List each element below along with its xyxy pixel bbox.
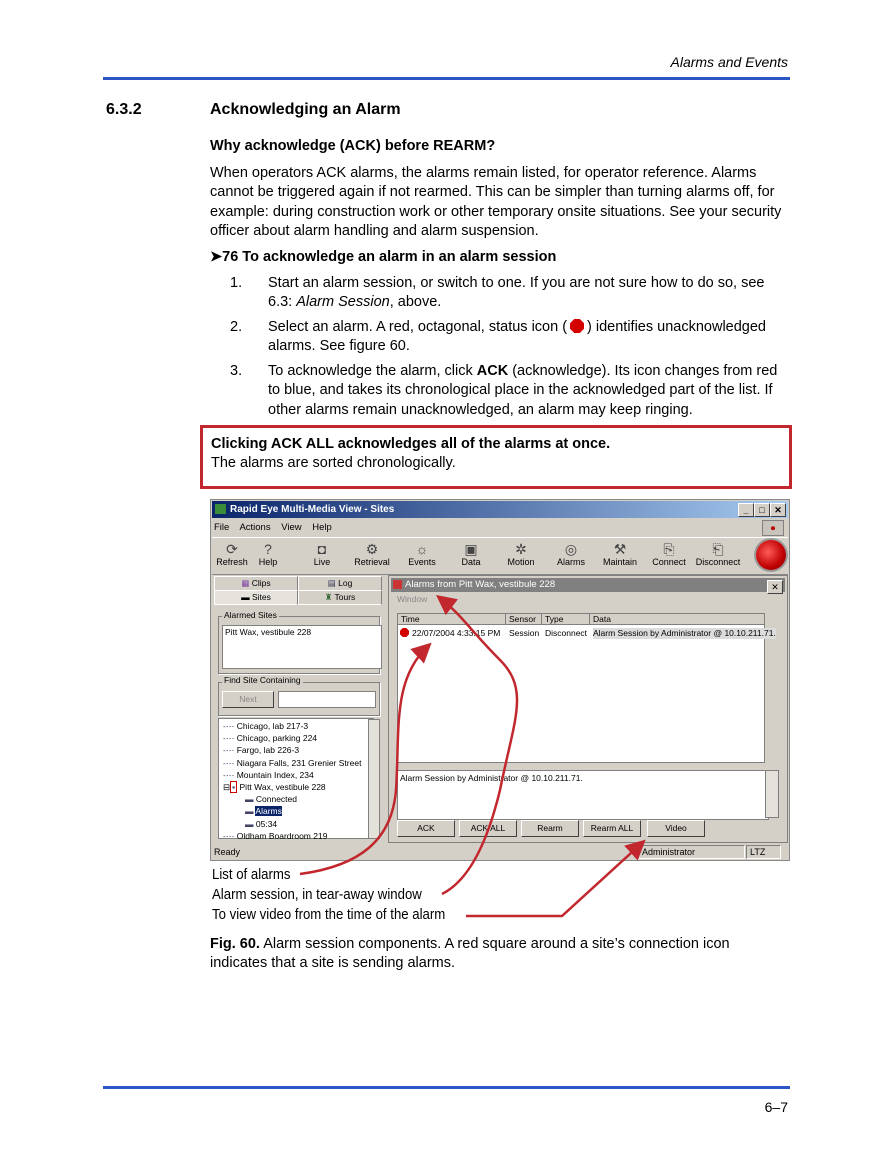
- site-node-icon: -⋯: [223, 757, 237, 768]
- red-octagon-status-icon: [570, 319, 584, 333]
- alarms-icon: ◎: [564, 541, 578, 557]
- refresh-icon: ⟳: [226, 541, 238, 557]
- status-timezone: LTZ: [746, 845, 781, 859]
- tree-item[interactable]: -⋯ Chicago, parking 224: [223, 733, 318, 744]
- tab-clips[interactable]: ▦ Clips: [214, 576, 298, 591]
- section-title: Acknowledging an Alarm: [210, 101, 401, 118]
- alarm-window-menu[interactable]: Window: [397, 594, 428, 604]
- maintain-icon: ⚒: [613, 541, 627, 557]
- alarm-window-title: Alarms from Pitt Wax, vestibule 228: [405, 579, 556, 590]
- help-button[interactable]: ? Help: [244, 541, 292, 567]
- find-site-input[interactable]: [278, 691, 376, 708]
- site-node-icon: -⋯: [223, 745, 237, 756]
- column-sensor[interactable]: Sensor: [506, 614, 542, 625]
- step-1: 1. Start an alarm session, or switch to one. If you are not sure how to do so, see 6.3: Alarm Session, above.: [230, 275, 765, 311]
- window-titlebar: [212, 501, 788, 518]
- header-rule: [103, 77, 790, 80]
- events-icon: ☼: [415, 541, 429, 557]
- connect-button[interactable]: ⎘ Connect: [645, 541, 693, 567]
- alarm-window-close-icon[interactable]: ✕: [767, 580, 783, 594]
- events-button[interactable]: ☼ Events: [398, 541, 446, 567]
- tree-item[interactable]: ▬ Connected: [245, 794, 297, 805]
- alarmed-sites-label: Alarmed Sites: [224, 610, 277, 620]
- step-number: 3.: [230, 363, 243, 379]
- site-node-icon: -⋯: [223, 830, 237, 841]
- alarm-bell-icon[interactable]: [756, 540, 786, 570]
- tree-item[interactable]: -⋯ Chicago, lab 217-3: [223, 721, 309, 731]
- live-camera-icon: ◘: [317, 541, 327, 557]
- alarm-site-icon: ▪: [232, 781, 236, 792]
- tours-icon: ♜: [324, 592, 335, 602]
- app-screenshot: [210, 499, 790, 861]
- ack-button[interactable]: ACK: [397, 820, 455, 837]
- alarm-detail-box[interactable]: [397, 770, 769, 820]
- status-ready: Ready: [214, 847, 241, 857]
- alarm-row[interactable]: 22/07/2004 4:33:15 PM Session Disconnect Alarm Session by Administrator @ 10.10.211.71.: [400, 628, 762, 639]
- camera-alarm-icon[interactable]: ⏺: [762, 520, 784, 536]
- alarms-button[interactable]: ◎ Alarms: [547, 541, 595, 567]
- alarmed-sites-list[interactable]: [222, 625, 382, 669]
- alarm-window-titlebar: [391, 578, 785, 592]
- window-title: Rapid Eye Multi-Media View - Sites: [230, 504, 395, 515]
- note-box: [200, 425, 792, 489]
- alarm-list[interactable]: [397, 613, 776, 763]
- rearm-button[interactable]: Rearm: [521, 820, 579, 837]
- tree-item[interactable]: -⋯ Niagara Falls, 231 Grenier Street: [223, 757, 362, 768]
- site-node-icon: -⋯: [223, 721, 237, 731]
- step-number: 1.: [230, 275, 243, 291]
- tree-item[interactable]: ▬ 05:34: [245, 818, 278, 829]
- figure-caption: [210, 935, 780, 974]
- clips-icon: ▦: [241, 578, 252, 588]
- disconnect-icon: ⎗: [712, 541, 724, 557]
- footer-rule: [103, 1086, 790, 1089]
- live-button[interactable]: ◘ Live: [298, 541, 346, 567]
- refresh-button[interactable]: ⟳ Refresh: [208, 541, 256, 567]
- callout-view-video: To view video from the time of the alarm: [212, 906, 446, 923]
- menu-bar: [214, 520, 340, 535]
- toolbar: [212, 537, 788, 575]
- tree-item[interactable]: -⋯ Oldham Boardroom 219: [223, 830, 328, 841]
- motion-icon: ✲: [515, 541, 527, 557]
- tree-scrollbar[interactable]: [368, 719, 380, 839]
- subheading: Why acknowledge (ACK) before REARM?: [210, 138, 496, 154]
- alarms-node-icon: ▬: [245, 806, 256, 817]
- note-text: The alarms are sorted chronologically.: [211, 455, 456, 471]
- help-icon: ?: [264, 541, 272, 557]
- note-bold: Clicking ACK ALL acknowledges all of the alarms at once.: [211, 436, 611, 452]
- step-number: 2.: [230, 319, 243, 335]
- find-site-label: Find Site Containing: [224, 675, 301, 685]
- maintain-button[interactable]: ⚒ Maintain: [596, 541, 644, 567]
- data-button[interactable]: ▣ Data: [447, 541, 495, 567]
- menu-help[interactable]: Help: [312, 522, 332, 533]
- log-icon: ▤: [327, 578, 339, 588]
- next-button[interactable]: Next: [222, 691, 274, 708]
- connected-icon: ▬: [245, 794, 256, 805]
- tab-sites[interactable]: ▬ Sites: [214, 590, 298, 605]
- retrieval-button[interactable]: ⚙ Retrieval: [348, 541, 396, 567]
- page-number: 6–7: [764, 1099, 788, 1115]
- maximize-icon[interactable]: □: [754, 503, 770, 517]
- site-node-icon: -⋯: [223, 769, 237, 780]
- minimize-icon[interactable]: _: [738, 503, 754, 517]
- tree-item[interactable]: ⊟ ▪ Pitt Wax, vestibule 228: [223, 781, 326, 792]
- clock-node-icon: ▬: [245, 818, 256, 829]
- status-user: Administrator: [638, 845, 745, 859]
- menu-file[interactable]: File: [214, 522, 230, 533]
- close-icon[interactable]: ✕: [770, 503, 786, 517]
- tree-item-alarms[interactable]: ▬ Alarms: [245, 806, 282, 817]
- disconnect-button[interactable]: ⎗ Disconnect: [695, 541, 741, 567]
- collapse-icon[interactable]: ⊟: [223, 781, 231, 792]
- column-type[interactable]: Type: [542, 614, 590, 625]
- ack-all-button[interactable]: ACK ALL: [459, 820, 517, 837]
- detail-scrollbar[interactable]: [765, 770, 779, 818]
- alarm-detail-text: Alarm Session by Administrator @ 10.10.211.71.: [400, 773, 583, 783]
- menu-actions[interactable]: Actions: [239, 522, 271, 533]
- intro-paragraph: When operators ACK alarms, the alarms remain listed, for operator reference. Alarms cannot be triggered again if not rearmed. This can be simpler than turning alarms off, for example: during construction work or other temporary onsite situations. See your security officer about alarm handling and alarm suspension.: [210, 165, 782, 239]
- video-button[interactable]: Video: [647, 820, 705, 837]
- figure-label: Fig. 60.: [210, 936, 260, 952]
- step-3: 3. To acknowledge the alarm, click ACK (acknowledge). Its icon changes from red to blue, and takes its chronological place in the acknowledged part of the list. If other alarms remain unacknowledged, an alarm may keep ringing.: [230, 363, 778, 418]
- section-number: 6.3.2: [106, 101, 142, 118]
- retrieval-icon: ⚙: [365, 541, 379, 557]
- status-bar: [212, 845, 788, 859]
- motion-button[interactable]: ✲ Motion: [497, 541, 545, 567]
- tab-log[interactable]: ▤ Log: [298, 576, 382, 591]
- alarm-window-icon: [393, 580, 402, 589]
- callout-list-of-alarms: List of alarms: [212, 866, 291, 883]
- alarmed-site-item[interactable]: Pitt Wax, vestibule 228: [225, 627, 312, 637]
- site-tree[interactable]: [218, 718, 374, 839]
- running-header: Alarms and Events: [670, 54, 788, 70]
- column-data[interactable]: Data: [590, 614, 764, 625]
- tab-tours[interactable]: ♜ Tours: [298, 590, 382, 605]
- tree-item[interactable]: -⋯ Mountain Index, 234: [223, 769, 314, 780]
- column-time[interactable]: Time: [398, 614, 506, 625]
- procedure-heading: ➤76 To acknowledge an alarm in an alarm session: [210, 249, 557, 265]
- menu-view[interactable]: View: [281, 522, 302, 533]
- left-pane: [212, 575, 382, 841]
- tree-item[interactable]: -⋯ Fargo, lab 226-3: [223, 745, 300, 756]
- data-icon: ▣: [464, 541, 478, 557]
- connect-icon: ⎘: [663, 541, 675, 557]
- alarm-session-window: [388, 575, 788, 843]
- site-node-icon: -⋯: [223, 733, 237, 744]
- step-2: 2. Select an alarm. A red, octagonal, status icon ( ) identifies unacknowledged alarms. See figure 60.: [230, 319, 766, 355]
- figure-text: Alarm session components. A red square around a site’s connection icon indicates that a site is sending alarms.: [210, 936, 730, 972]
- unacknowledged-alarm-icon: [400, 628, 409, 637]
- app-icon: [215, 504, 226, 514]
- callout-alarm-session: Alarm session, in tear-away window: [212, 886, 422, 903]
- sites-icon: ▬: [241, 592, 252, 602]
- rearm-all-button[interactable]: Rearm ALL: [583, 820, 641, 837]
